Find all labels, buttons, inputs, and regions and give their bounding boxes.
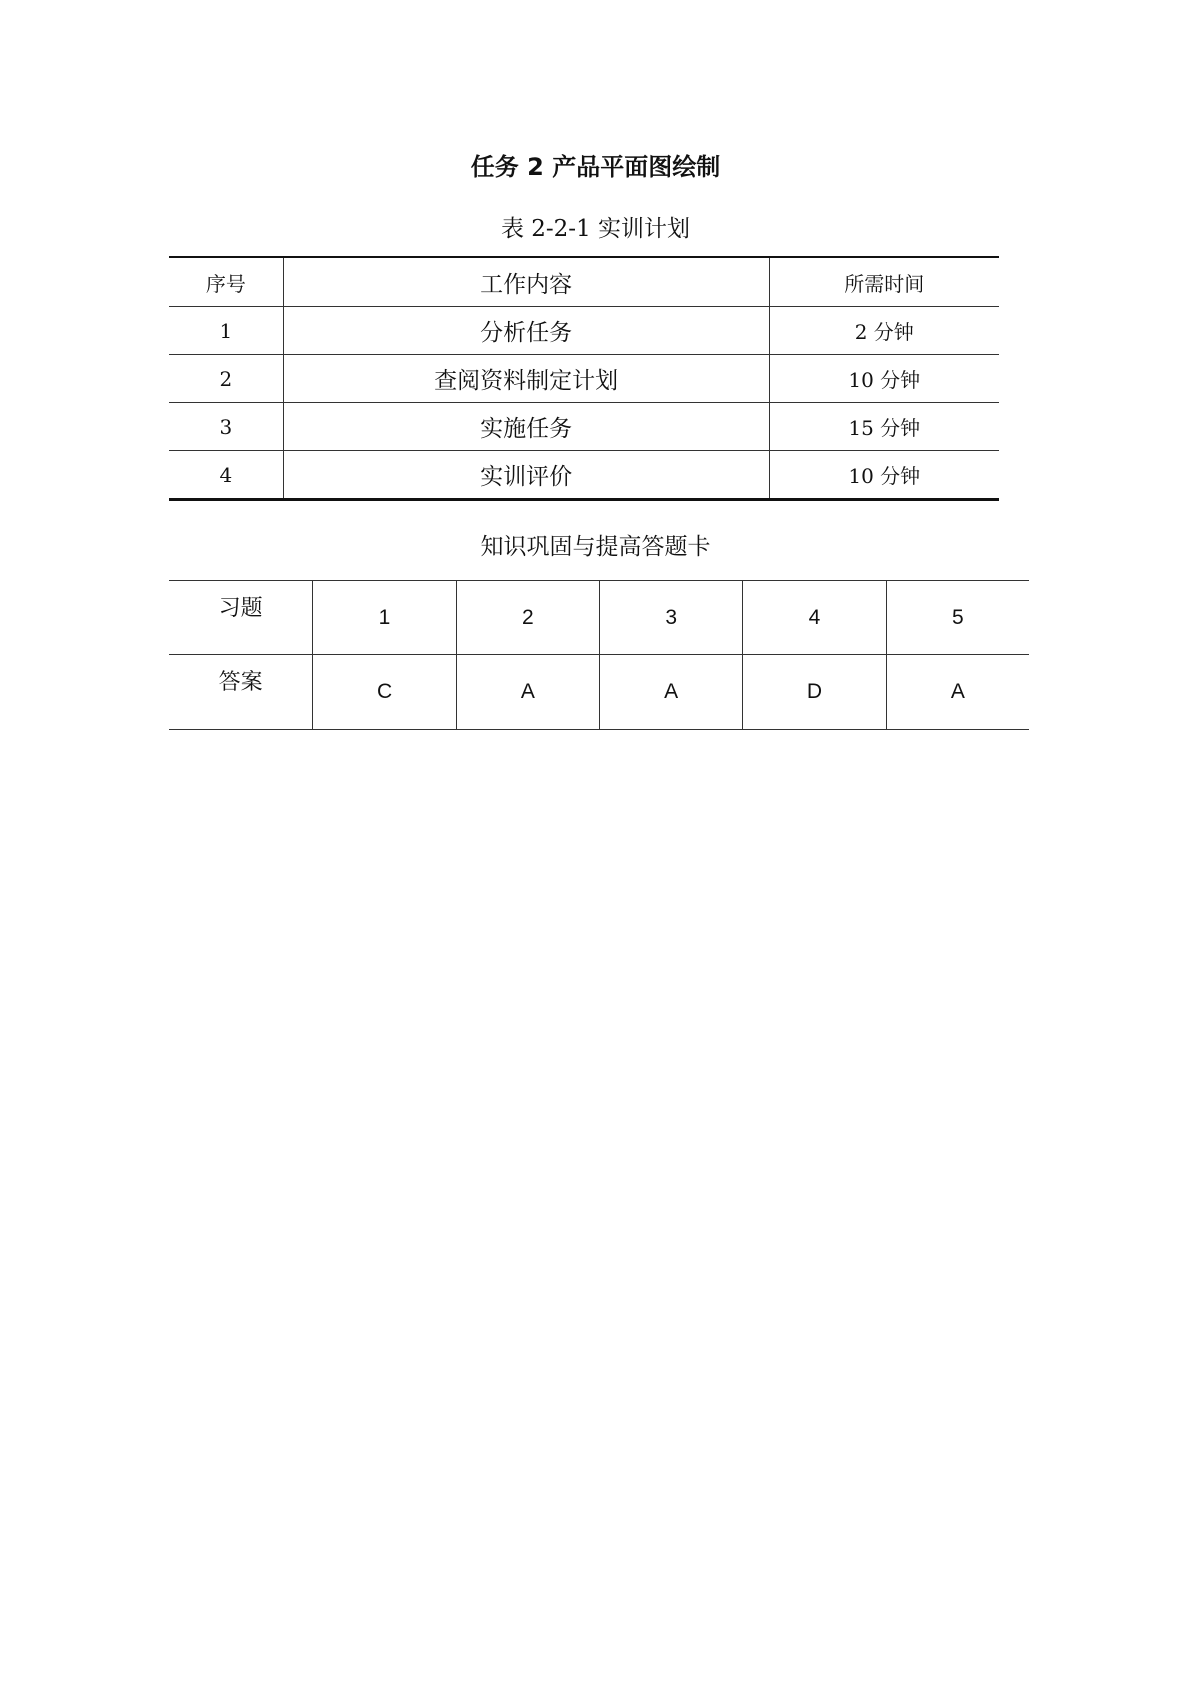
- row-index: 4: [169, 451, 283, 500]
- answer-row: [169, 655, 1029, 730]
- answer-value: A: [950, 680, 965, 703]
- row-content: 实训评价: [283, 451, 769, 500]
- question-number: 3: [600, 581, 743, 655]
- row-time: 10 分钟: [848, 464, 921, 488]
- row-content: 查阅资料制定计划: [283, 355, 769, 403]
- question-number: 5: [886, 581, 1029, 655]
- row-time: 2 分钟: [769, 307, 999, 355]
- row-time: 10 分钟: [769, 355, 999, 403]
- row-content: 实施任务: [283, 403, 769, 451]
- table-row: [169, 403, 999, 451]
- question-number: 4: [743, 581, 886, 655]
- training-plan-table: [169, 256, 999, 501]
- table-row: [169, 355, 999, 403]
- header-time-required: 所需时间: [769, 257, 999, 307]
- row-index: 2: [169, 355, 283, 403]
- question-row-label: 习题: [169, 581, 313, 655]
- table-header-row: [169, 257, 999, 307]
- answer-value: A: [456, 655, 599, 730]
- row-time: 15 分钟: [769, 403, 999, 451]
- row-content: 分析任务: [283, 307, 769, 355]
- answer-row-label: 答案: [169, 655, 313, 730]
- table-row: [169, 451, 999, 500]
- quiz-answer-table: [169, 580, 1029, 730]
- row-index: 3: [169, 403, 283, 451]
- row-index: 1: [169, 307, 283, 355]
- answer-value: C: [313, 655, 456, 730]
- header-work-content: 工作内容: [283, 257, 769, 307]
- plan-table-caption: 表 2-2-1 实训计划: [500, 216, 691, 242]
- question-number: 1: [313, 581, 456, 655]
- answer-value: A: [600, 655, 743, 730]
- table-row: [169, 307, 999, 355]
- quiz-card-caption: 知识巩固与提高答题卡: [480, 534, 711, 560]
- header-index: 序号: [169, 257, 283, 307]
- page-title: 任务 2 产品平面图绘制: [470, 153, 721, 181]
- question-number: 2: [456, 581, 599, 655]
- question-row: [169, 581, 1029, 655]
- answer-value: D: [743, 655, 886, 730]
